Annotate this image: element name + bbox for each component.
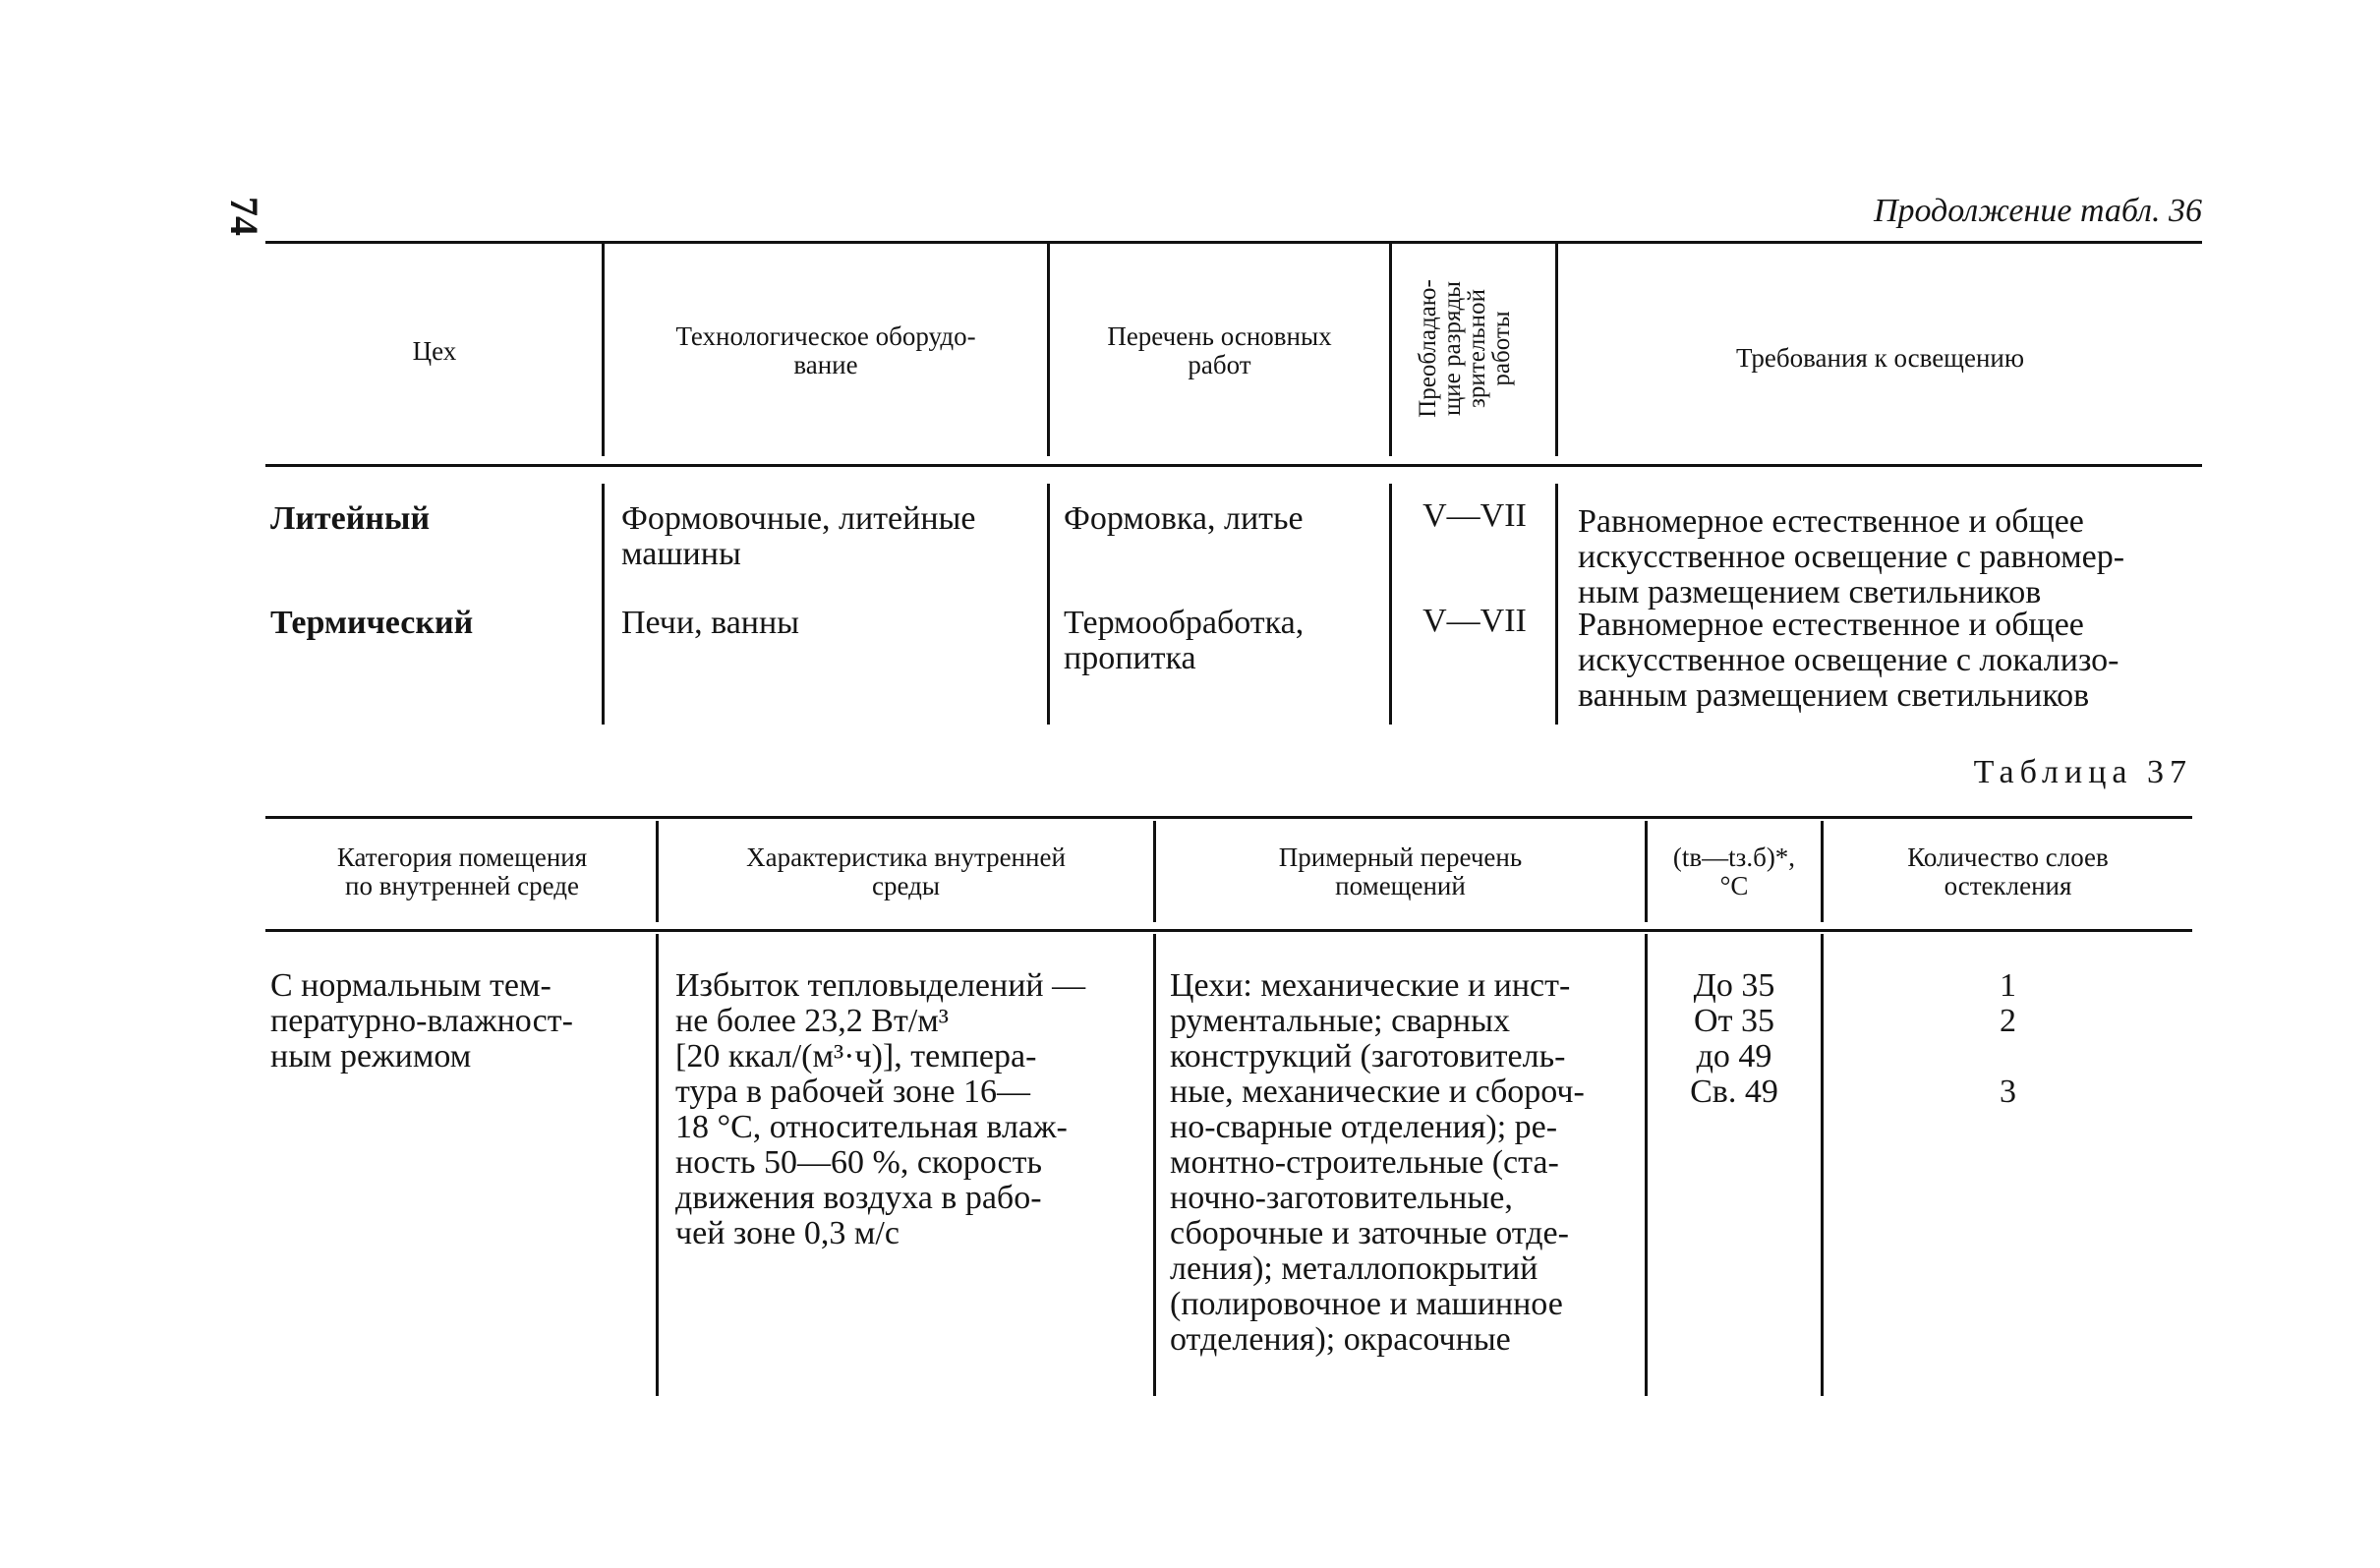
t37-header-characteristic: Характеристика внутренней среды [746,842,1066,900]
t36-header-equipment: Технологическое оборудо- вание [675,321,976,379]
t36-row2-works: Термообработка, пропитка [1064,605,1305,676]
page-number: 74 [222,197,266,236]
t36-row1-shop: Литейный [270,500,431,537]
t37-category: С нормальным тем- пературно-влажност- ным режимом [270,967,573,1074]
t36-row1-equipment: Формовочные, литейные машины [621,500,976,572]
t36-row2-requirements: Равномерное естественное и общее искусственное освещение с локализо- ванным размещением светильников [1578,607,2119,714]
t37-rooms: Цехи: механические и инст- рументальные; сварных конструкций (заготовитель- ные, механические и сбороч- но-сварные отделения); ре- монтно-строительные (ста- ночно-заготовительные, сборочные и заточные отде- ления); металлопокрытий (полировочное и машинное отделения); окрасочные [1170,967,1585,1358]
t37-temps: До 35 От 35 до 49 Св. 49 [1690,967,1778,1110]
t37-header-category: Категория помещения по внутренней среде [336,842,588,900]
t36-row1-grades: V—VII [1422,497,1527,534]
t37-header-rooms: Примерный перечень помещений [1278,842,1523,900]
t36-header-grades: Преобладаю- щие разряды зрительной работы [1415,279,1515,418]
t36-row2-equipment: Печи, ванны [621,605,800,641]
t36-header-requirements: Требования к освещению [1735,343,2025,373]
t37-characteristic: Избыток тепловыделений — не более 23,2 Вт/м³ [20 ккал/(м³·ч)], темпера- тура в рабочей зоне 16— 18 °С, относительная влаж- ность 50—60 %, скорость движения воздуха в рабо- чей зоне 0,3 м/с [675,967,1086,1251]
t36-row2-shop: Термический [270,605,474,641]
t36-header-shop: Цех [412,336,457,366]
table-37-caption: Таблица 37 [1973,754,2192,790]
t37-header-temp-diff: (tв—tз.б)*, °С [1672,842,1796,900]
t37-layers: 1 2 3 [2000,967,2016,1110]
t36-row2-grades: V—VII [1422,603,1527,639]
continuation-caption: Продолжение табл. 36 [1873,193,2202,229]
t36-header-works: Перечень основных работ [1107,321,1332,379]
t36-row1-works: Формовка, литье [1064,500,1304,537]
t36-row1-requirements: Равномерное естественное и общее искусственное освещение с равномер- ным размещением светильников [1578,503,2125,610]
t37-header-layers: Количество слоев остекления [1907,842,2109,900]
